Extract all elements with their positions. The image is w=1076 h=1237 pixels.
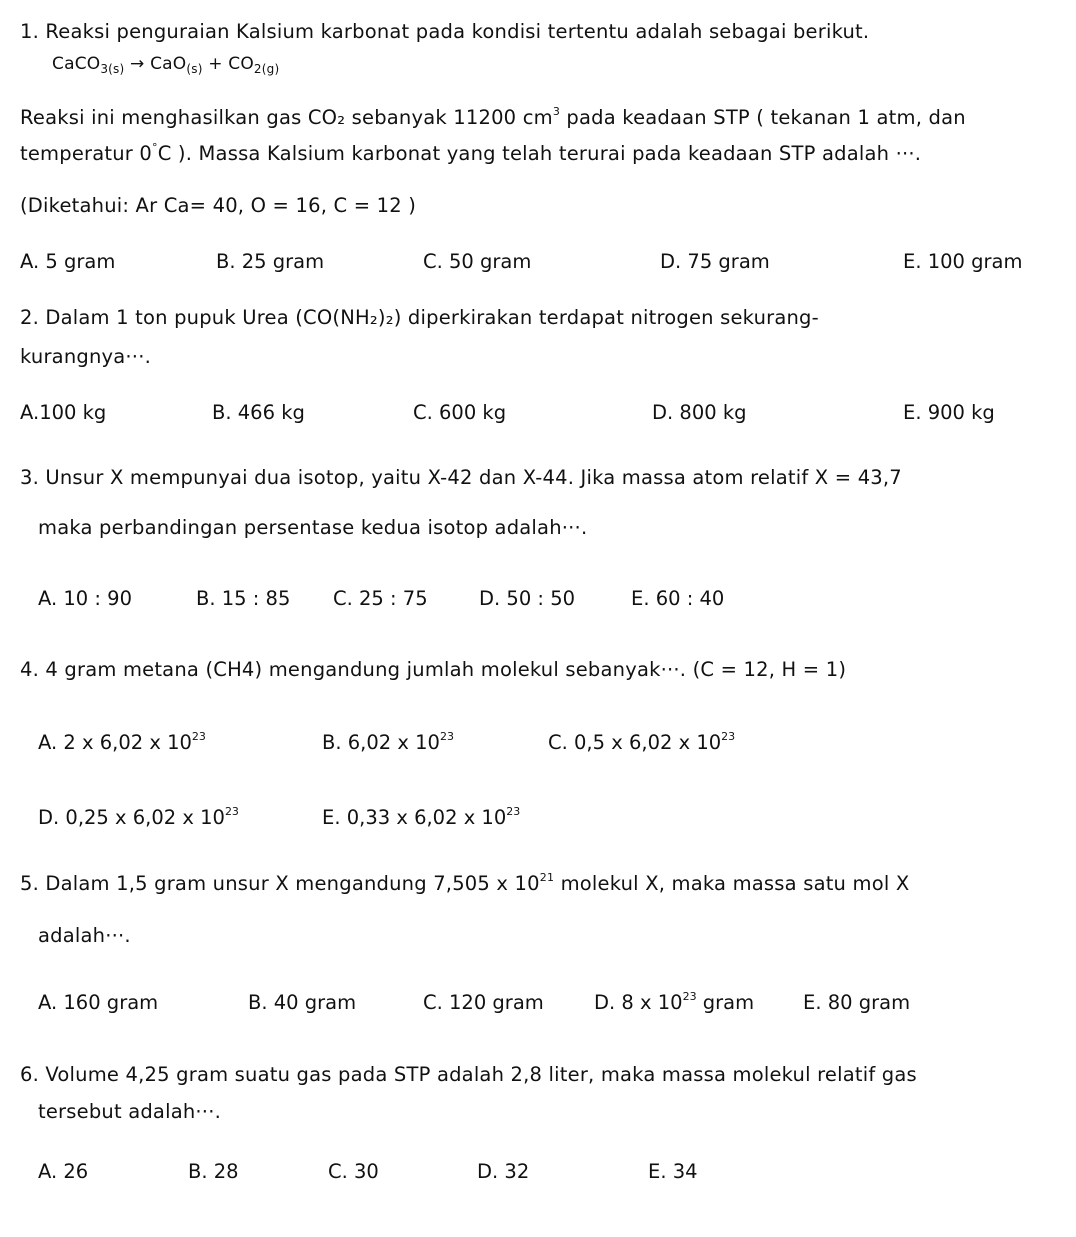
q4-stem: 4. 4 gram metana (CH4) mengandung jumlah molekul sebanyak···. (C = 12, H = 1) xyxy=(20,658,847,681)
q4-option-a-base: A. 2 x 6,02 x 10 xyxy=(38,731,192,754)
q1-option-b[interactable]: B. 25 gram xyxy=(216,250,325,273)
q1-line4-post: C ). Massa Kalsium karbonat yang telah terurai pada keadaan STP adalah ···. xyxy=(157,142,922,165)
q3-option-d[interactable]: D. 50 : 50 xyxy=(479,587,576,610)
q1-eq-product2: CO xyxy=(228,54,254,74)
q3-option-b[interactable]: B. 15 : 85 xyxy=(196,587,291,610)
q1-stem-line4 xyxy=(20,142,921,165)
q1-eq-product1: CaO xyxy=(150,54,187,74)
q2-option-a[interactable]: A.100 kg xyxy=(20,401,107,424)
q6-option-a[interactable]: A. 26 xyxy=(38,1160,89,1183)
q1-stem-line3 xyxy=(20,106,966,129)
q1-eq-reactant-sub: 3(s) xyxy=(100,62,125,76)
q1-option-d[interactable]: D. 75 gram xyxy=(660,250,770,273)
q5-option-d-pre: D. 8 x 10 xyxy=(594,991,683,1014)
q1-eq-arrow: → xyxy=(130,54,145,74)
q1-option-a[interactable]: A. 5 gram xyxy=(20,250,116,273)
q4-option-b-base: B. 6,02 x 10 xyxy=(322,731,440,754)
q4-option-c-base: C. 0,5 x 6,02 x 10 xyxy=(548,731,722,754)
q3-stem-line1: 3. Unsur X mempunyai dua isotop, yaitu X-42 dan X-44. Jika massa atom relatif X = 43,7 xyxy=(20,466,902,489)
q4-option-b[interactable] xyxy=(322,731,454,754)
q6-stem-line1: 6. Volume 4,25 gram suatu gas pada STP adalah 2,8 liter, maka massa molekul relatif gas xyxy=(20,1063,917,1086)
q5-option-d[interactable] xyxy=(594,991,754,1014)
q2-option-e[interactable]: E. 900 kg xyxy=(903,401,995,424)
q6-stem-line2: tersebut adalah···. xyxy=(38,1100,221,1123)
q5-option-a[interactable]: A. 160 gram xyxy=(38,991,159,1014)
q6-option-e[interactable]: E. 34 xyxy=(648,1160,698,1183)
q1-equation xyxy=(52,54,279,74)
q3-option-a[interactable]: A. 10 : 90 xyxy=(38,587,132,610)
q4-option-c[interactable] xyxy=(548,731,735,754)
q5-stem-line2: adalah···. xyxy=(38,924,131,947)
q4-option-d-exp: 23 xyxy=(224,805,239,818)
q4-option-d-base: D. 0,25 x 6,02 x 10 xyxy=(38,806,225,829)
q6-option-b[interactable]: B. 28 xyxy=(188,1160,239,1183)
q4-option-a[interactable] xyxy=(38,731,206,754)
q1-option-e[interactable]: E. 100 gram xyxy=(903,250,1023,273)
q5-stem-line1 xyxy=(20,872,909,895)
q5-option-d-post: gram xyxy=(696,991,755,1014)
q5-option-c[interactable]: C. 120 gram xyxy=(423,991,544,1014)
q2-stem-line2: kurangnya···. xyxy=(20,345,151,368)
q5-line1-exp: 21 xyxy=(539,871,555,884)
q4-option-b-exp: 23 xyxy=(439,730,454,743)
q4-option-e-exp: 23 xyxy=(506,805,521,818)
q1-line4-pre: temperatur 0 xyxy=(20,142,153,165)
q1-eq-reactant: CaCO xyxy=(52,54,101,74)
q3-option-c[interactable]: C. 25 : 75 xyxy=(333,587,428,610)
q1-line4-degree: ° xyxy=(152,141,158,154)
q5-option-e[interactable]: E. 80 gram xyxy=(803,991,911,1014)
q1-option-c[interactable]: C. 50 gram xyxy=(423,250,532,273)
q5-option-b[interactable]: B. 40 gram xyxy=(248,991,357,1014)
q5-option-d-exp: 23 xyxy=(682,990,697,1003)
q4-option-a-exp: 23 xyxy=(191,730,206,743)
q1-eq-product2-sub: 2(g) xyxy=(253,62,280,76)
q6-option-d[interactable]: D. 32 xyxy=(477,1160,530,1183)
q4-option-d[interactable] xyxy=(38,806,239,829)
q1-eq-product1-sub: (s) xyxy=(186,62,203,76)
q4-option-e[interactable] xyxy=(322,806,520,829)
q3-stem-line2: maka perbandingan persentase kedua isotop adalah···. xyxy=(38,516,588,539)
q2-option-c[interactable]: C. 600 kg xyxy=(413,401,507,424)
q6-option-c[interactable]: C. 30 xyxy=(328,1160,379,1183)
q2-option-d[interactable]: D. 800 kg xyxy=(652,401,747,424)
q1-given: (Diketahui: Ar Ca= 40, O = 16, C = 12 ) xyxy=(20,194,417,217)
q1-eq-plus: + xyxy=(208,54,223,74)
q4-option-e-base: E. 0,33 x 6,02 x 10 xyxy=(322,806,507,829)
q5-line1-pre: 5. Dalam 1,5 gram unsur X mengandung 7,505 x 10 xyxy=(20,872,540,895)
q4-option-c-exp: 23 xyxy=(721,730,736,743)
q1-line3-post: pada keadaan STP ( tekanan 1 atm, dan xyxy=(560,106,966,129)
q2-stem-line1: 2. Dalam 1 ton pupuk Urea (CO(NH₂)₂) diperkirakan terdapat nitrogen sekurang- xyxy=(20,306,819,329)
q1-line3-sup: 3 xyxy=(552,105,561,118)
q2-option-b[interactable]: B. 466 kg xyxy=(212,401,305,424)
q5-line1-post: molekul X, maka massa satu mol X xyxy=(554,872,910,895)
q3-option-e[interactable]: E. 60 : 40 xyxy=(631,587,725,610)
q1-stem-line1: 1. Reaksi penguraian Kalsium karbonat pada kondisi tertentu adalah sebagai berikut. xyxy=(20,20,870,43)
q1-line3-pre: Reaksi ini menghasilkan gas CO₂ sebanyak 11200 cm xyxy=(20,106,553,129)
